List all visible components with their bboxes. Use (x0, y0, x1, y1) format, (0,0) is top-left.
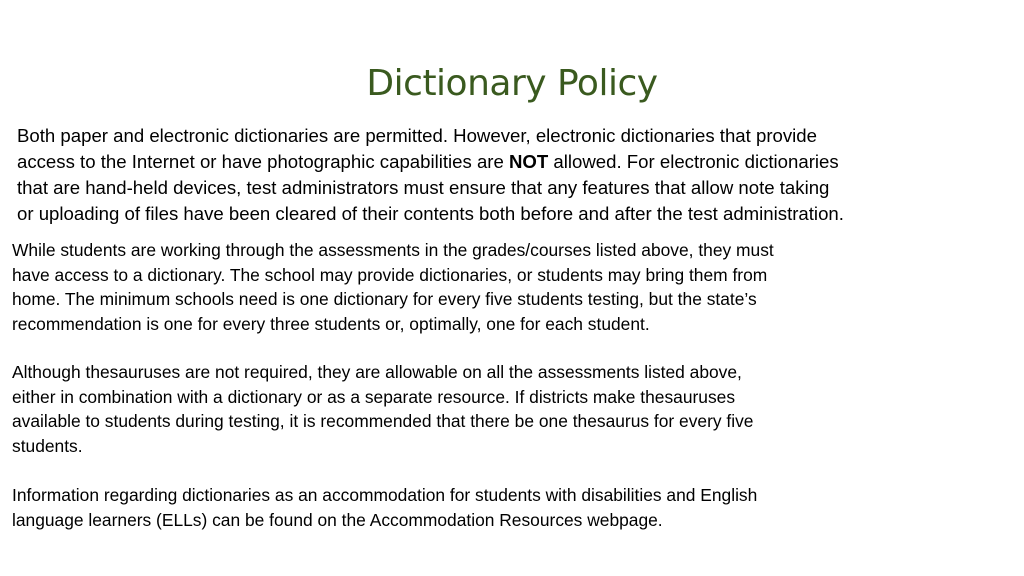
paragraph-line: or uploading of files have been cleared of their contents both before and after the test administration. (17, 203, 844, 224)
paragraph-text: allowed. For electronic dictionaries (548, 151, 839, 172)
policy-paragraph-accommodation (12, 483, 1012, 532)
paragraph-line: Information regarding dictionaries as an accommodation for students with disabilities and English (12, 485, 758, 505)
paragraph-text: access to the Internet or have photographic capabilities are (17, 151, 509, 172)
paragraph-line: Both paper and electronic dictionaries are permitted. However, electronic dictionaries that provide (17, 125, 817, 146)
paragraph-line: Although thesauruses are not required, they are allowable on all the assessments listed above, (12, 362, 742, 382)
paragraph-line: students. (12, 435, 83, 456)
policy-paragraph-electronic (17, 123, 1017, 227)
paragraph-line: either in combination with a dictionary or as a separate resource. If districts make thesauruses (12, 386, 736, 407)
paragraph-line: language learners (ELLs) can be found on the Accommodation Resources webpage. (12, 509, 663, 530)
paragraph-line: that are hand-held devices, test administrators must ensure that any features that allow note taking (17, 177, 830, 198)
paragraph-line: recommendation is one for every three students or, optimally, one for each student. (12, 313, 650, 334)
slide-title: Dictionary Policy (366, 63, 658, 104)
paragraph-line: While students are working through the assessments in the grades/courses listed above, they must (12, 240, 774, 260)
paragraph-line (17, 149, 1017, 175)
paragraph-line: available to students during testing, it is recommended that there be one thesaurus for every five (12, 411, 754, 431)
policy-paragraph-access (12, 238, 1012, 336)
emphasis-not: NOT (509, 151, 549, 172)
policy-paragraph-thesaurus (12, 360, 1012, 458)
paragraph-line: have access to a dictionary. The school may provide dictionaries, or students may bring them from (12, 264, 768, 285)
paragraph-line: home. The minimum schools need is one dictionary for every five students testing, but the state’s (12, 289, 757, 309)
